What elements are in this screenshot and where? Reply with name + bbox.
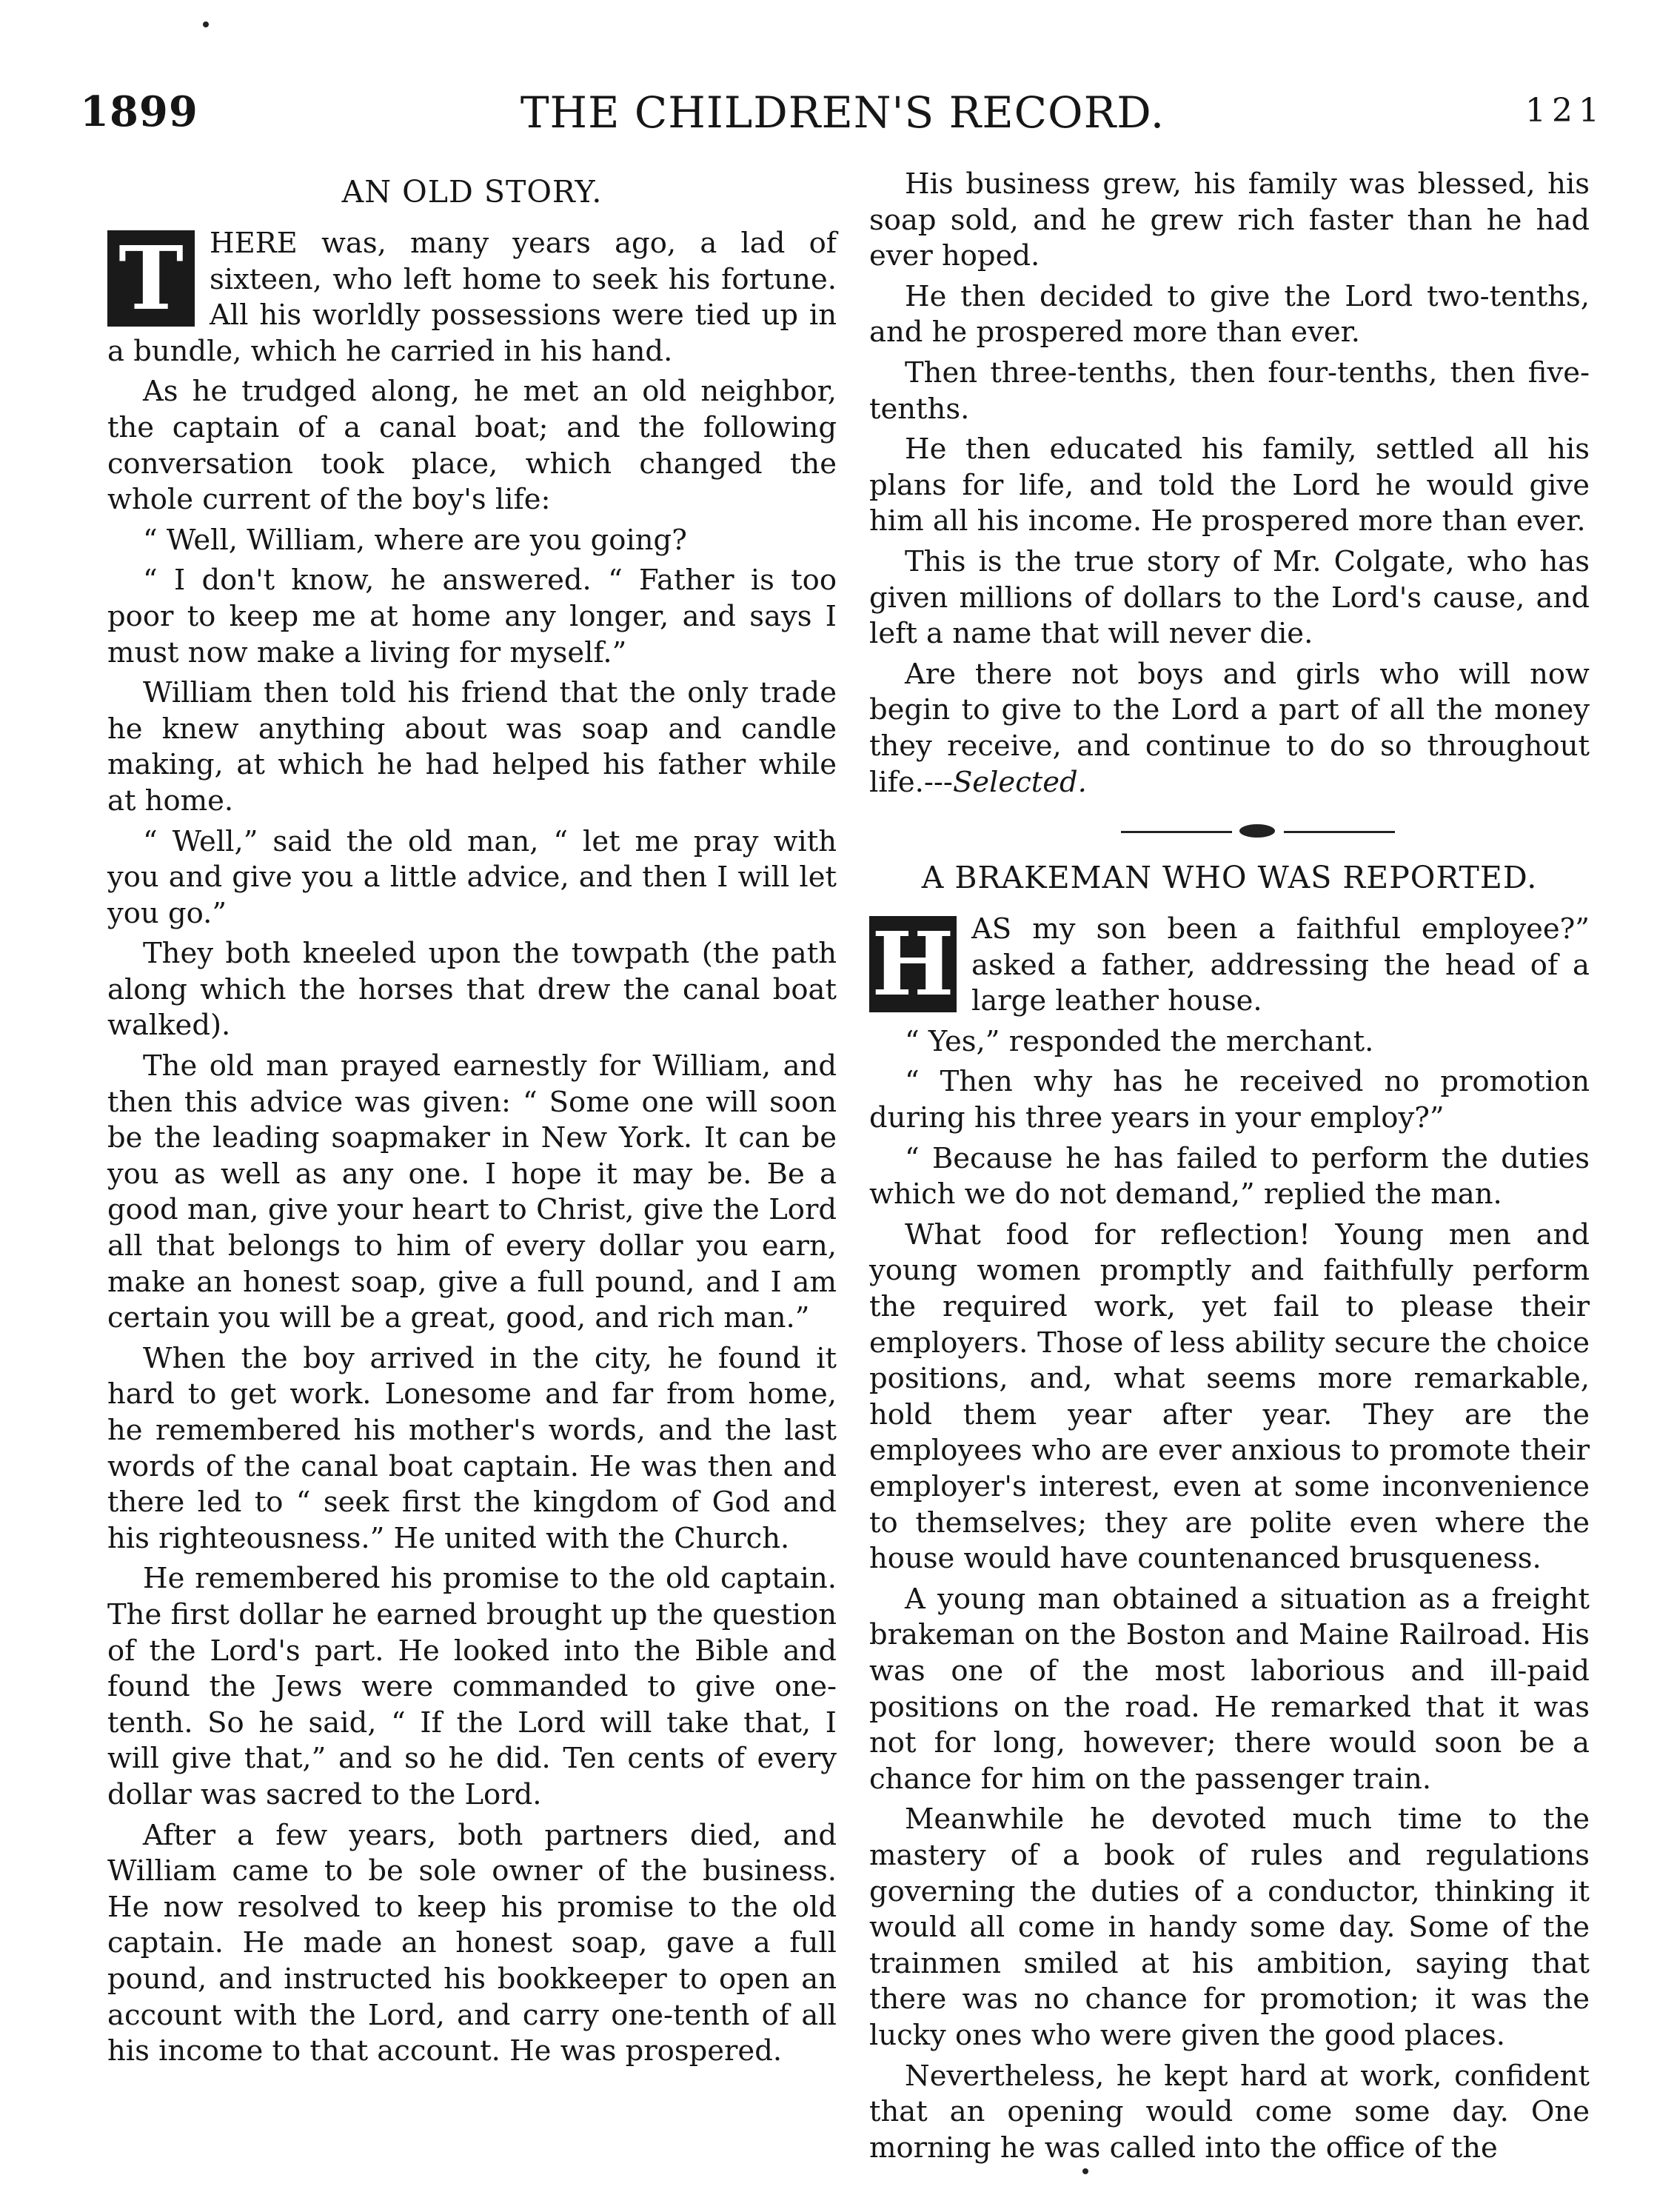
story2-paragraph: A young man obtained a situation as a freight brakeman on the Boston and Maine Railroad. His was one of the most laborious and ill-paid positions on the road. He remarked that it was not for long, however; there would soon be a chance for him on the passenger train.: [869, 1582, 1590, 1796]
story1-paragraph: Are there not boys and girls who will now begin to give to the Lord a part of all the money they receive, and continue to do so throughout life.---Selected.: [869, 657, 1590, 799]
story1-paragraph: “ Well,” said the old man, “ let me pray with you and give you a little advice, and then I will let you go.”: [107, 824, 837, 930]
story1-signature: Selected.: [952, 765, 1087, 799]
story2-paragraph: “ Because he has failed to perform the duties which we do not demand,” replied the man.: [869, 1141, 1590, 1212]
story2-paragraph: What food for reflection! Young men and young women promptly and faithfully perform the required work, yet fail to please their employers. Those of less ability secure the choice positions, and, what seems more remarkable, hold them year after year. They are the employees who are ever anxious to promote their employer's interest, even at some inconvenience to themselves; they are polite even where the house would have countenanced brusqueness.: [869, 1217, 1590, 1576]
story1-title: AN OLD STORY.: [341, 174, 603, 210]
dropcap-letter: H: [869, 916, 957, 1012]
running-header: [80, 87, 1605, 147]
right-column: [869, 167, 1590, 2171]
left-column: [107, 167, 837, 2074]
story1-paragraph: William then told his friend that the only trade he knew anything about was soap and candle making, at which he had helped his father while at home.: [107, 676, 837, 818]
divider-ornament: [1239, 824, 1275, 838]
story1-paragraph: He then educated his family, settled all his plans for life, and told the Lord he would give him all his income. He prospered more than ever.: [869, 432, 1590, 538]
story1-paragraph: T HERE was, many years ago, a lad of sixteen, who left home to seek his fortune. All his worldly possessions were tied up in a bundle, which he carried in his hand.: [107, 227, 837, 368]
divider-line-right: [1284, 831, 1395, 833]
story2-paragraph: “ Then why has he received no promotion during his three years in your employ?”: [869, 1065, 1590, 1135]
story1-paragraph: “ Well, William, where are you going?: [143, 523, 687, 557]
story2-paragraph: H AS my son been a faithful employee?” asked a father, addressing the head of a large leather house.: [869, 912, 1590, 1020]
story2-paragraph: “ Yes,” responded the merchant.: [905, 1024, 1374, 1058]
story1-paragraph: He then decided to give the Lord two-tenths, and he prospered more than ever.: [869, 279, 1590, 350]
story1-paragraph: His business grew, his family was blessed, his soap sold, and he grew rich faster than he had ever hoped.: [869, 167, 1590, 273]
story1-paragraph: As he trudged along, he met an old neighbor, the captain of a canal boat; and the following conversation took place, which changed the whole current of the boy's life:: [107, 375, 837, 517]
story1-paragraph: Then three-tenths, then four-tenths, then five-tenths.: [869, 355, 1590, 426]
header-page-number: 121: [1525, 92, 1605, 130]
ink-speck: [203, 21, 209, 27]
story1-paragraph: They both kneeled upon the towpath (the path along which the horses that drew the canal boat walked).: [107, 937, 837, 1043]
story2-paragraph: Meanwhile he devoted much time to the mastery of a book of rules and regulations governing the duties of a conductor, thinking it would all come in handy some day. Some of the trainmen smiled at his ambition, saying that there was no chance for promotion; it was the lucky ones who were given the good places.: [869, 1802, 1590, 2052]
ink-speck: [1082, 2168, 1088, 2174]
story1-paragraph: He remembered his promise to the old captain. The first dollar he earned brought up the question of the Lord's part. He looked into the Bible and found the Jews were commanded to give one-tenth. So he said, “ If the Lord will take that, I will give that,” and so he did. Ten cents of every dollar was sacred to the Lord.: [107, 1562, 837, 1811]
divider-line-left: [1121, 831, 1232, 833]
story1-paragraph: This is the true story of Mr. Colgate, who has given millions of dollars to the Lord's cause, and left a name that will never die.: [869, 544, 1590, 651]
dropcap-letter: T: [107, 230, 195, 327]
story1-paragraph: The old man prayed earnestly for William, and then this advice was given: “ Some one will soon be the leading soapmaker in New York. It can be you as well as any one. I hope it may be. Be a good man, give your heart to Christ, give the Lord all that belongs to him of every dollar you earn, make an honest soap, give a full pound, and I am certain you will be a great, good, and rich man.”: [107, 1049, 837, 1335]
header-year: 1899: [80, 87, 198, 136]
story2-paragraph: Nevertheless, he kept hard at work, confident that an opening would come some day. One morning he was called into the office of the: [869, 2059, 1590, 2165]
story2-title: A BRAKEMAN WHO WAS REPORTED.: [921, 860, 1538, 896]
story1-paragraph: “ I don't know, he answered. “ Father is too poor to keep me at home any longer, and says I must now make a living for myself.”: [107, 564, 837, 669]
story1-paragraph: After a few years, both partners died, and William came to be sole owner of the business. He now resolved to keep his promise to the old captain. He made an honest soap, gave a full pound, and instructed his bookkeeper to open an account with the Lord, and carry one-tenth of all his income to that account. He was prospered.: [107, 1818, 837, 2068]
section-divider: [869, 811, 1590, 852]
story1-paragraph: When the boy arrived in the city, he found it hard to get work. Lonesome and far from home, he remembered his mother's words, and the last words of the canal boat captain. He was then and there led to “ seek first the kingdom of God and his righteousness.” He united with the Church.: [107, 1341, 837, 1555]
header-title: THE CHILDREN'S RECORD.: [520, 87, 1165, 138]
